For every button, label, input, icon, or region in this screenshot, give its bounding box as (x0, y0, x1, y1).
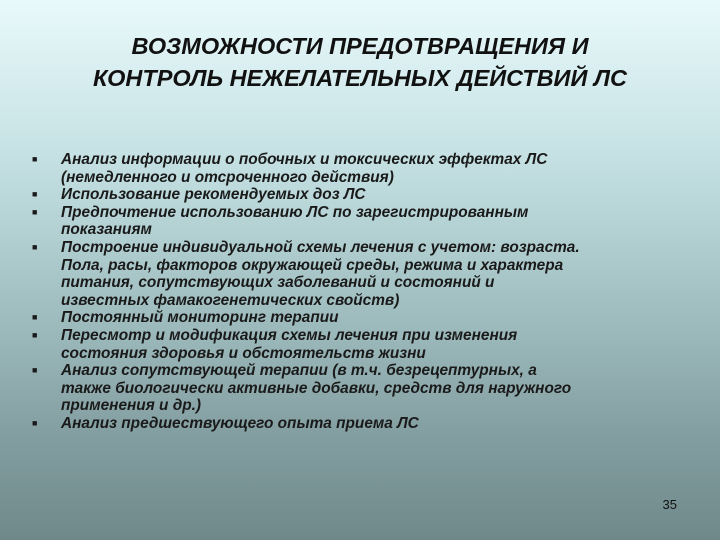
square-bullet-icon: ■ (32, 312, 38, 323)
bullet-text-line: питания, сопутствующих заболеваний и состояний и (61, 274, 495, 292)
square-bullet-icon: ■ (32, 365, 38, 376)
bullet-item (32, 362, 697, 415)
bullet-text-line: Анализ предшествующего опыта приема ЛС (61, 414, 419, 432)
square-bullet-icon: ■ (32, 329, 38, 340)
bullet-list (32, 151, 697, 433)
bullet-text-line: Пересмотр и модификация схемы лечения при изменения (61, 326, 518, 344)
square-bullet-icon: ■ (32, 417, 38, 428)
bullet-text-line: Анализ сопутствующей терапии (в т.ч. безрецептурных, а (61, 362, 537, 380)
square-bullet-icon: ■ (32, 154, 38, 164)
bullet-text-line: Пола, расы, факторов окружающей среды, режима и характера (61, 256, 564, 274)
slide-title-line: КОНТРОЛЬ НЕЖЕЛАТЕЛЬНЫХ ДЕЙСТВИЙ ЛС (92, 65, 627, 91)
bullet-item (32, 151, 697, 186)
bullet-text-line: Анализ информации о побочных и токсических эффектах ЛС (61, 151, 548, 168)
bullet-text-line: известных фамакогенетических свойств) (61, 291, 400, 309)
slide-title-line: ВОЗМОЖНОСТИ ПРЕДОТВРАЩЕНИЯ И (131, 33, 589, 59)
square-bullet-icon: ■ (32, 241, 38, 252)
bullet-text-line: показаниям (61, 221, 152, 239)
bullet-text-line: состояния здоровья и обстоятельств жизни (61, 344, 426, 362)
bullet-item (32, 186, 697, 204)
bullet-item (32, 415, 697, 433)
bullet-text-line: (немедленного и отсроченного действия) (61, 168, 394, 186)
bullet-item (32, 239, 697, 309)
slide-title (20, 30, 700, 94)
square-bullet-icon: ■ (32, 206, 38, 217)
bullet-text-line: Предпочтение использованию ЛС по зарегистрированным (61, 203, 529, 221)
bullet-text-line: Использование рекомендуемых доз ЛС (61, 186, 366, 204)
bullet-text-line: применения и др.) (61, 397, 202, 415)
bullet-item (32, 327, 697, 362)
bullet-text-line: Построение индивидуальной схемы лечения с учетом: возраста. (61, 238, 580, 256)
bullet-text-line: Постоянный мониторинг терапии (61, 309, 339, 327)
bullet-text-line: также биологически активные добавки, средств для наружного (61, 379, 572, 397)
square-bullet-icon: ■ (32, 189, 38, 200)
page-number: 35 (662, 497, 677, 512)
bullet-item (32, 309, 697, 327)
bullet-item (32, 204, 697, 239)
